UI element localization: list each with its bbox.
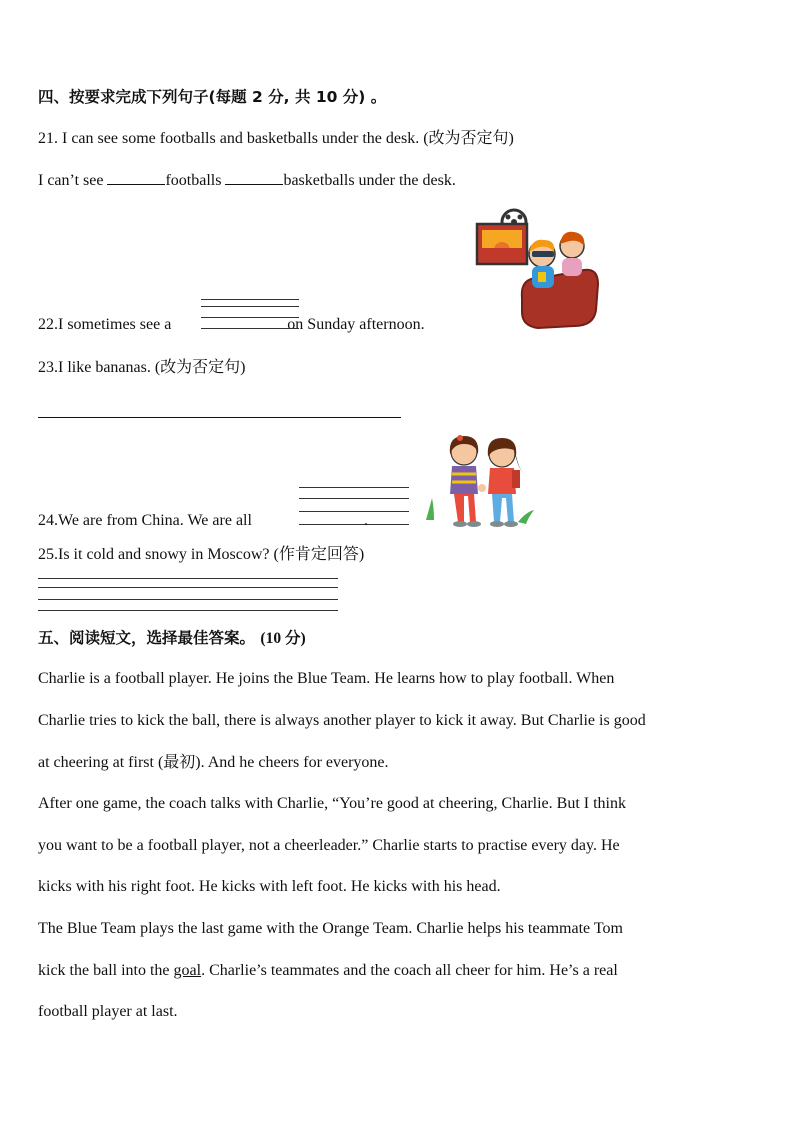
q21-part3: basketballs under the desk. — [283, 172, 456, 189]
q21-part2: footballs — [165, 172, 222, 189]
passage-line-3: at cheering at first (最初). And he cheers for everyone. — [38, 754, 389, 771]
q24-line — [38, 511, 368, 531]
section-4-heading: 四、按要求完成下列句子(每题 2 分, 共 10 分) 。 — [38, 88, 387, 106]
q25-writing-line-2[interactable] — [38, 587, 338, 588]
q25-prompt: 25.Is it cold and snowy in Moscow? (作肯定回答) — [38, 546, 365, 563]
q22-part2: on Sunday afternoon. — [287, 316, 425, 333]
passage-line-8-pre: kick the ball into the — [38, 962, 170, 979]
passage-line-7: The Blue Team plays the last game with the Orange Team. Charlie helps his teammate Tom — [38, 920, 623, 937]
q22-line — [38, 315, 425, 335]
passage-line-1: Charlie is a football player. He joins the Blue Team. He learns how to play football. When — [38, 670, 615, 687]
q25-writing-line-3[interactable] — [38, 599, 338, 600]
q21-answer-line — [38, 170, 456, 191]
passage-line-9: football player at last. — [38, 1003, 178, 1020]
q22-writing-line-2[interactable] — [201, 306, 299, 307]
q21-blank-1[interactable] — [107, 170, 165, 185]
section-5-heading — [38, 628, 306, 649]
q24-part2: . — [363, 512, 368, 529]
q22-part1: 22.I sometimes see a — [38, 316, 172, 333]
q23-answer-line[interactable] — [38, 417, 401, 418]
friends-illustration — [422, 432, 538, 530]
q25-writing-line-4[interactable] — [38, 610, 338, 611]
q21-part1: I can’t see — [38, 172, 104, 189]
passage-line-2: Charlie tries to kick the ball, there is always another player to kick it away. But Charlie is good — [38, 712, 646, 729]
underlined-word-goal: goal — [173, 962, 202, 979]
passage-line-8 — [38, 961, 618, 981]
q21-blank-2[interactable] — [225, 170, 283, 185]
section-5-heading-main: 五、阅读短文，选择最佳答案。 — [38, 629, 256, 647]
q23-prompt: 23.I like bananas. (改为否定句) — [38, 359, 246, 376]
q24-part1: 24.We are from China. We are all — [38, 512, 252, 529]
passage-line-4: After one game, the coach talks with Charlie, “You’re good at cheering, Charlie. But I think — [38, 795, 626, 812]
q22-writing-line-3[interactable] — [201, 317, 299, 318]
q22-writing-line-4[interactable] — [201, 328, 299, 329]
q24-writing-line-2[interactable] — [299, 498, 409, 499]
cinema-illustration — [474, 208, 602, 332]
q21-prompt: 21. I can see some footballs and basketballs under the desk. (改为否定句) — [38, 130, 514, 147]
q25-writing-line-1[interactable] — [38, 578, 338, 579]
q24-writing-line-1[interactable] — [299, 487, 409, 488]
passage-line-8-post: . Charlie’s teammates and the coach all cheer for him. He’s a real — [201, 962, 618, 979]
passage-line-5: you want to be a football player, not a cheerleader.” Charlie starts to practise every day. He — [38, 837, 620, 854]
passage-line-6: kicks with his right foot. He kicks with left foot. He kicks with his head. — [38, 878, 501, 895]
q22-writing-line-1[interactable] — [201, 299, 299, 300]
section-5-heading-score: (10 分) — [260, 630, 306, 647]
